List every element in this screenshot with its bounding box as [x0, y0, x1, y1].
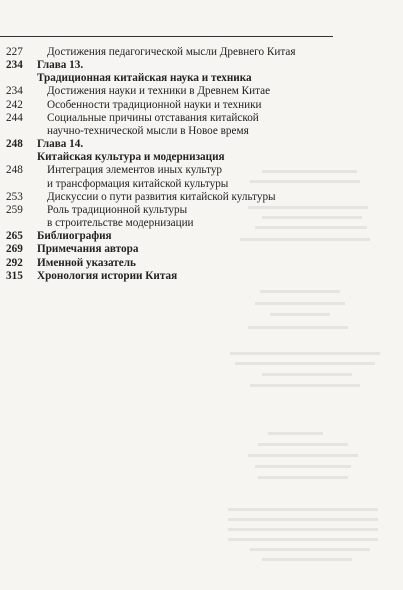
toc-row: [6, 230, 336, 243]
toc-row: [6, 59, 336, 72]
toc-entry-title: и трансформация китайской культуры: [47, 177, 229, 190]
toc-page-number: [6, 125, 37, 138]
toc-row: [6, 151, 336, 164]
toc-row: [6, 112, 336, 125]
toc-row: [6, 99, 336, 112]
toc-page-number: 248: [6, 138, 23, 151]
top-rule: [0, 36, 333, 37]
toc-row: [6, 257, 336, 270]
toc-page-number: 292: [6, 256, 23, 269]
toc-section-title: Хронология истории Китая: [37, 269, 178, 282]
toc-page-number: 234: [6, 85, 23, 98]
toc-page-number: 227: [6, 46, 23, 58]
toc-entry-title: Социальные причины отставания китайской: [47, 111, 259, 124]
toc-section-title: Именной указатель: [37, 256, 136, 269]
toc-entry-title: Особенности традиционной науки и техники: [47, 98, 262, 111]
toc-entry-title: Роль традиционной культуры: [47, 203, 188, 216]
toc-page-number: 265: [6, 230, 23, 243]
toc-row: [6, 138, 336, 151]
toc-page-number: 253: [6, 190, 23, 203]
toc-section-title: Примечания автора: [37, 243, 139, 256]
toc-page-number: 244: [6, 111, 23, 124]
toc-entry-title: Интеграция элементов иных культур: [47, 164, 223, 177]
toc-page-number: 234: [6, 59, 23, 72]
toc-page-number: 259: [6, 203, 23, 216]
toc-entry-title: в строительстве модернизации: [47, 217, 194, 230]
toc-section-title: Библиография: [37, 230, 112, 243]
toc-row: [6, 204, 336, 217]
toc-row: [6, 270, 336, 283]
toc-page-number: 315: [6, 269, 23, 282]
toc-entry-title: научно-технической мысли в Новое время: [47, 124, 249, 137]
toc-chapter-heading: Глава 14.: [37, 138, 84, 151]
toc-row: [6, 217, 336, 230]
toc-row: [6, 85, 336, 98]
toc-chapter-title: Китайская культура и модернизация: [37, 151, 225, 164]
toc-chapter-heading: Глава 13.: [37, 59, 84, 72]
toc-row: [6, 243, 336, 256]
toc-row: [6, 191, 336, 204]
toc-page-number: 248: [6, 164, 23, 177]
toc-entry-title: Дискуссии о пути развития китайской культуры: [47, 190, 276, 203]
table-of-contents: [6, 46, 336, 283]
toc-row: [6, 125, 336, 138]
toc-page-number: [6, 151, 37, 164]
toc-row: [6, 178, 336, 191]
toc-entry-title: Достижения науки и техники в Древнем Китае: [47, 85, 271, 98]
toc-chapter-title: Традиционная китайская наука и техника: [37, 72, 252, 85]
toc-row: [6, 164, 336, 177]
toc-row: [6, 72, 336, 85]
toc-entry-title: Достижения педагогической мысли Древнего Китая: [47, 46, 296, 58]
toc-row: [6, 46, 336, 59]
toc-page-number: [6, 217, 37, 230]
toc-page-number: 242: [6, 98, 23, 111]
toc-page-number: 269: [6, 243, 23, 256]
toc-page-number: [6, 72, 37, 85]
toc-page-number: [6, 178, 37, 191]
